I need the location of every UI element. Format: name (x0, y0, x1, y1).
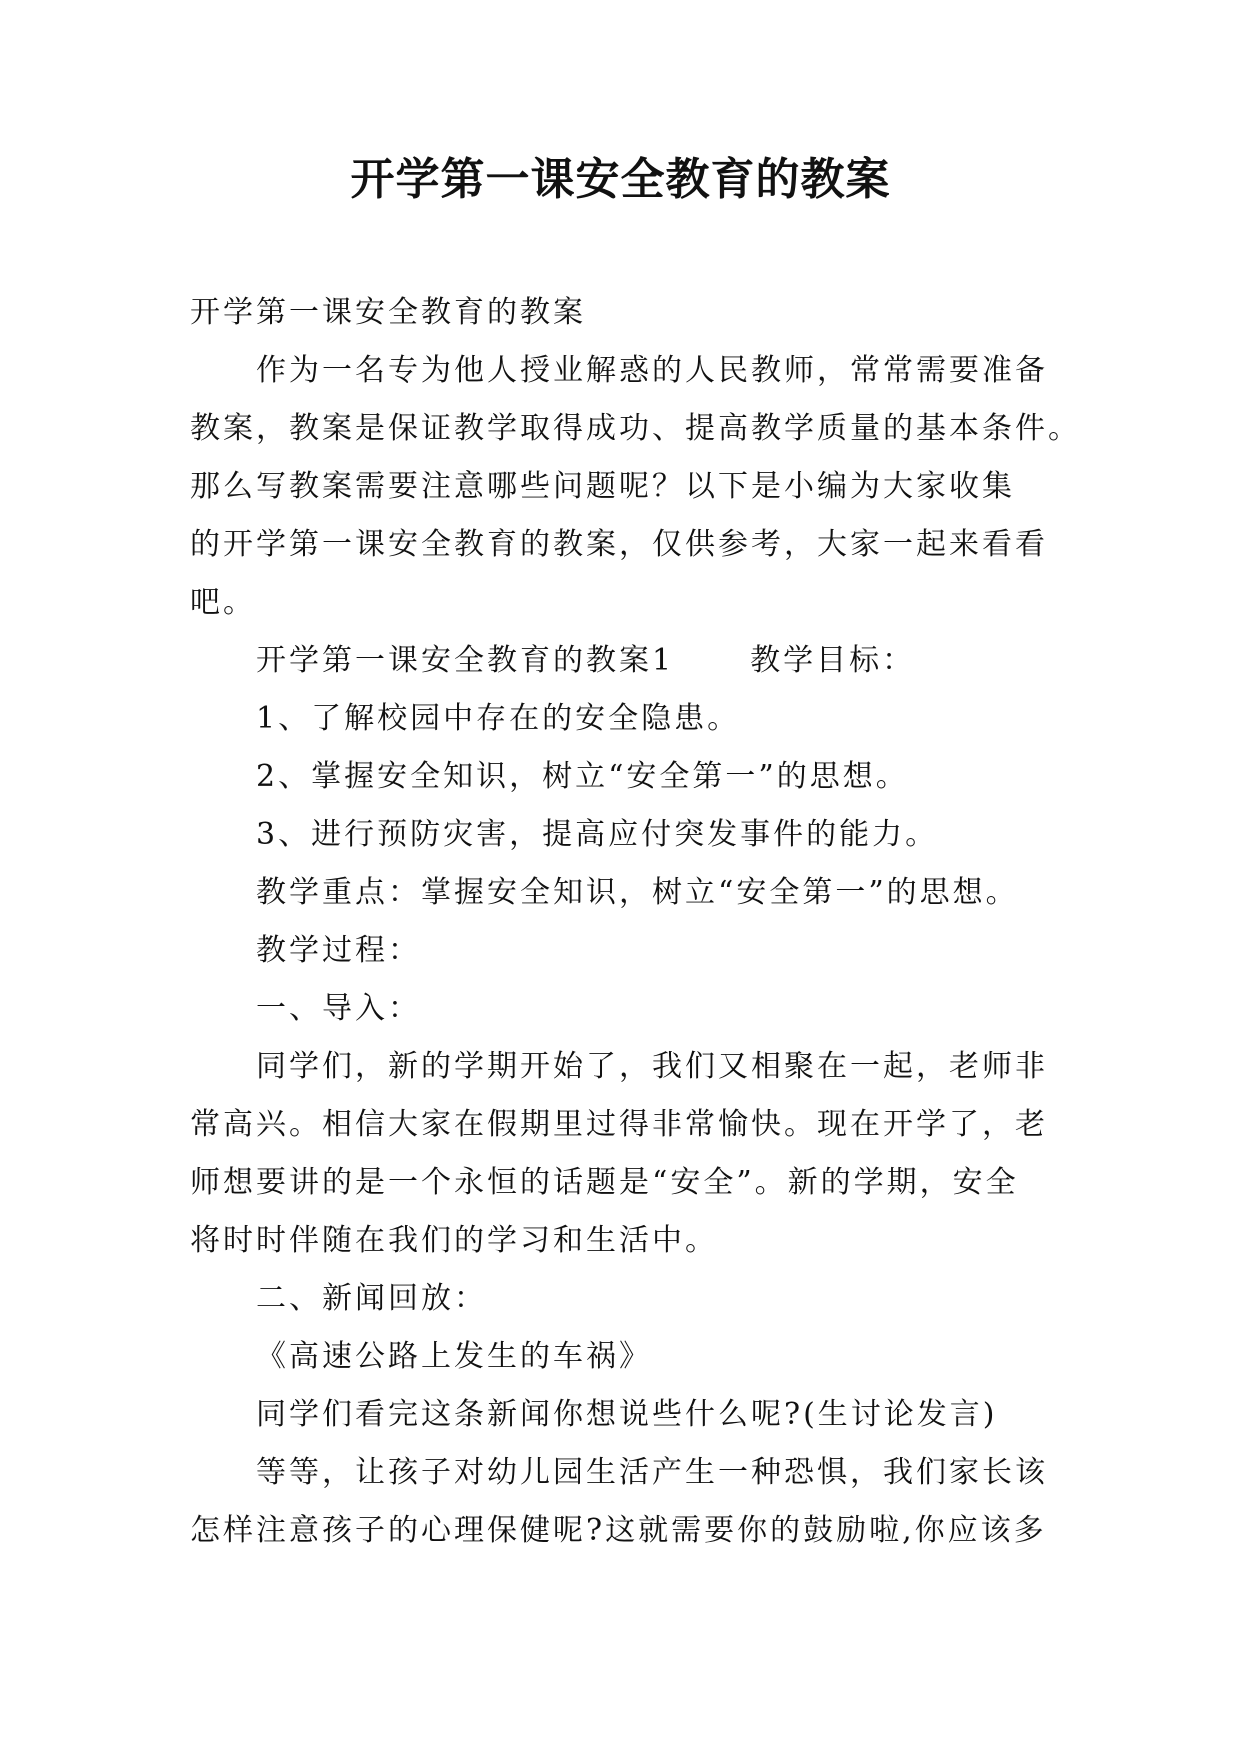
list-item: 3、进行预防灾害，提高应付突发事件的能力。 (256, 817, 939, 852)
paragraph-line: 教案，教案是保证教学取得成功、提高教学质量的基本条件。 (190, 411, 1081, 446)
paragraph-line: 将时时伴随在我们的学习和生活中。 (190, 1223, 718, 1258)
paragraph-line: 的开学第一课安全教育的教案，仅供参考，大家一起来看看 (190, 527, 1048, 562)
paragraph-line: 教学过程： (256, 933, 421, 968)
paragraph-line: 师想要讲的是一个永恒的话题是“安全”。新的学期，安全 (190, 1165, 1019, 1200)
lesson-plan-heading: 开学第一课安全教育的教案1 (256, 643, 675, 678)
paragraph-line: 二、新闻回放： (256, 1281, 487, 1316)
paragraph-line: 开学第一课安全教育的教案 (190, 295, 586, 330)
list-item: 2、掌握安全知识，树立“安全第一”的思想。 (256, 759, 909, 794)
document-body (190, 284, 1081, 1560)
paragraph-line: 吧。 (190, 585, 256, 620)
paragraph-line: 怎样注意孩子的心理保健呢?这就需要你的鼓励啦,你应该多 (190, 1513, 1047, 1548)
document-title: 开学第一课安全教育的教案 (350, 154, 891, 205)
section-heading-line (190, 632, 1070, 690)
paragraph-line: 教学重点：掌握安全知识，树立“安全第一”的思想。 (256, 875, 1019, 910)
paragraph-line: 常高兴。相信大家在假期里过得非常愉快。现在开学了，老 (190, 1107, 1048, 1142)
list-item: 1、了解校园中存在的安全隐患。 (256, 701, 741, 736)
paragraph-line: 同学们看完这条新闻你想说些什么呢?(生讨论发言) (256, 1397, 998, 1432)
paragraph-line: 那么写教案需要注意哪些问题呢？以下是小编为大家收集 (190, 469, 1015, 504)
paragraph-line: 《高速公路上发生的车祸》 (256, 1339, 652, 1374)
teaching-goals-label: 教学目标： (750, 643, 916, 678)
paragraph-line: 等等，让孩子对幼儿园生活产生一种恐惧，我们家长该 (256, 1455, 1048, 1490)
paragraph-line: 一、导入： (256, 991, 421, 1026)
paragraph-line: 同学们，新的学期开始了，我们又相聚在一起，老师非 (256, 1049, 1048, 1084)
paragraph-line: 作为一名专为他人授业解惑的人民教师，常常需要准备 (256, 353, 1048, 388)
